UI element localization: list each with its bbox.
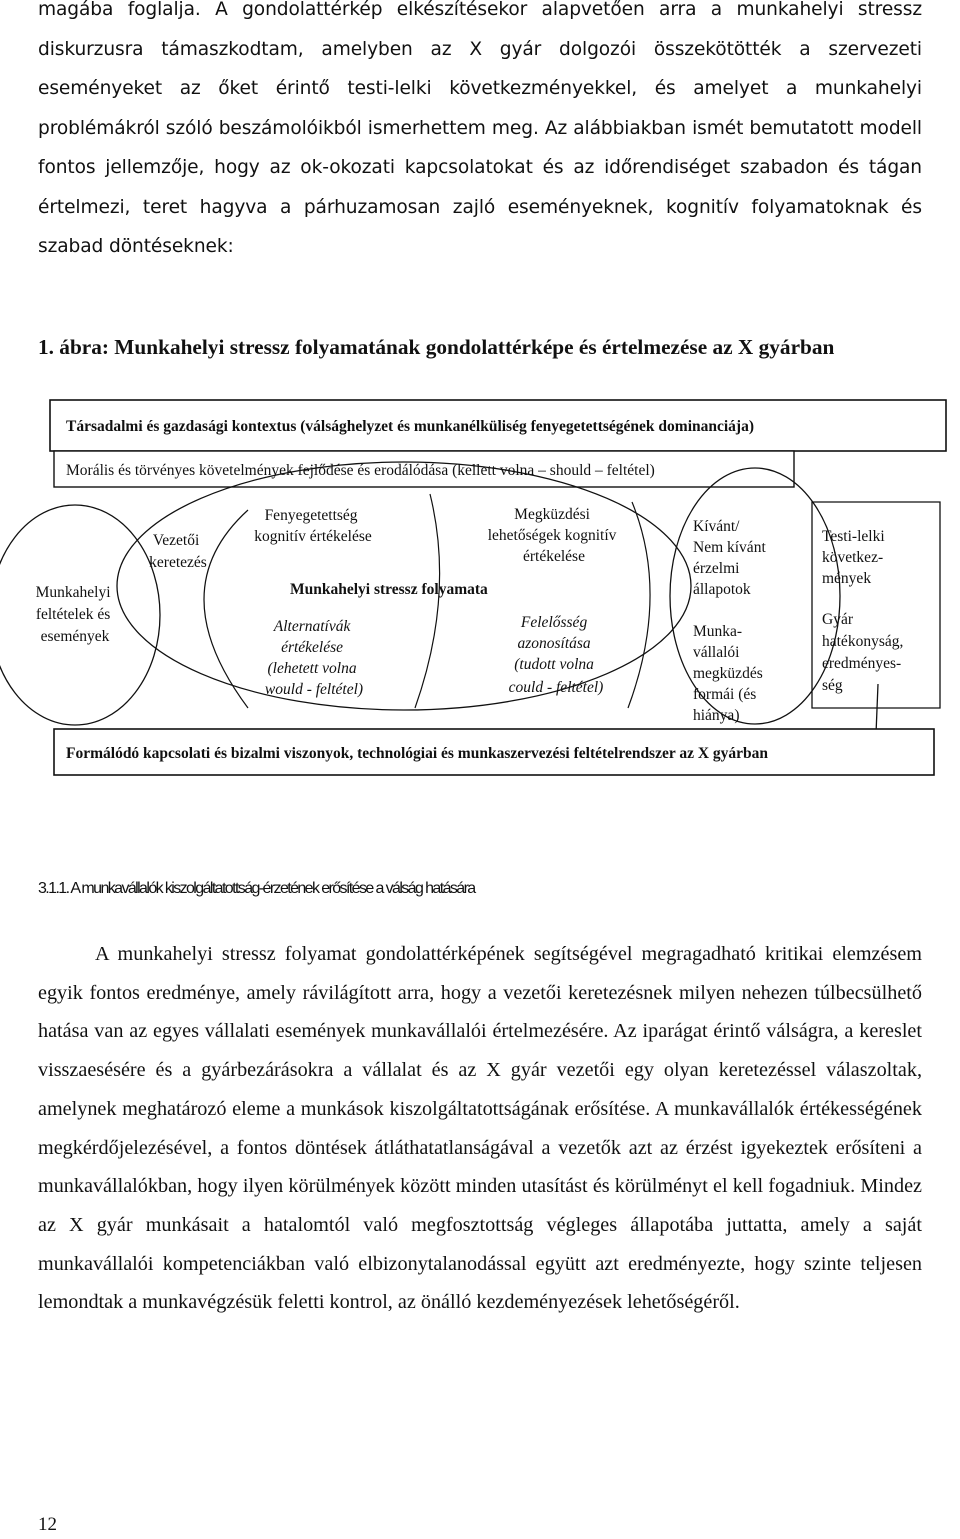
consequences-label: Testi-lelki következ- mények (822, 528, 885, 587)
coping-label: Megküzdési lehetőségek kognitív értékelése (487, 506, 617, 565)
workplace-conditions-label: Munkahelyi feltételek és események (35, 584, 111, 645)
page-number: 12 (38, 1514, 57, 1535)
stress-mind-map-diagram (0, 390, 960, 780)
emotions-label: Kívánt/ Nem kívánt érzelmi állapotok (693, 518, 766, 598)
responsibility-label: Felelősség azonosítása (tudott volna could - feltétel) (508, 614, 604, 696)
alternatives-divider-curve (415, 494, 440, 708)
context-box-label: Társadalmi és gazdasági kontextus (válsághelyzet és munkanélküliség fenyegetettségének dominanciája) (66, 418, 755, 435)
alternatives-label: Alternatívák értékelése (lehetett volna would - feltétel) (264, 618, 364, 698)
body-paragraph (38, 935, 922, 1322)
intro-paragraph: magába foglalja. A gondolattérkép elkészítésekor alapvetően arra a munkahelyi stressz diskurzusra támaszkodtam, amelyben az X gyár dolgozói összekötötték a szervezeti eseményeket az őket érintő testi-lelki következményekkel, és amelyet a munkahelyi problémákról szóló beszámolóikból ismerhettem meg. Az alábbiakban ismét bemutatott modell fontos jellemzője, hogy az ok-okozati kapcsolatokat és az időrendiséget szabadon és tágan értelmezi, teret hagyva a párhuzamosan zajló eseményeknek, kognitív folyamatoknak és szabad döntéseknek: (38, 0, 922, 257)
employee-coping-label: Munka- vállalói megküzdés formái (és hiánya) (693, 623, 763, 724)
figure-title: 1. ábra: Munkahelyi stressz folyamatának gondolattérképe és értelmezése az X gyárban (38, 335, 835, 359)
stress-process-label: Munkahelyi stressz folyamata (290, 581, 488, 598)
body-paragraph-text: A munkahelyi stressz folyamat gondolattérképének segítségével megragadható kritikai elemzésem egyik fontos eredménye, amely rávilágított arra, hogy a vezetői keretezésnek milyen nehezen túlbecsülhető hatása van az egyes vállalati események munkavállalói értelmezésére. Az iparágat érintő válságra, a kereslet visszaesésére és a gyárbezárásokra a vállalat és az X gyár vezetői egy olyan keretezéssel válaszoltak, amelynek meghatározó eleme a munkások kiszolgáltatottságának erősítése. A munkavállalók értékességének megkérdőjelezésével, a fontos döntések átláthatatlanságával a vezetők azt az érzést igyekeztek erősíteni a munkavállalókban, hogy ilyen körülmények között minden utasítást és körülményt el kell fogadniuk. Mindez az X gyár munkásait a hatalomtól való megfosztottság végleges állapotába juttatta, amely a saját munkavállalói kompetenciákban való elbizonytalanodással együtt azt eredményezte, hogy szinte teljesen lemondtak a munkavégzésük feletti kontrol, az önálló kezdeményezések lehetőségéről. (38, 943, 922, 1314)
threat-label: Fenyegetettség kognitív értékelése (254, 507, 372, 545)
relations-box-label: Formálódó kapcsolati és bizalmi viszonyok, technológiai és munkaszervezési feltételrendszer az X gyárban (66, 745, 769, 762)
section-subheading: 3.1.1. A munkavállalók kiszolgáltatottság-érzetének erősítése a válság hatására (38, 880, 475, 897)
responsibility-divider-curve (628, 502, 650, 708)
requirements-box-label: Morális és törvényes követelmények fejlődése és erodálódása (kellett volna – should – feltétel) (66, 462, 655, 479)
consequences-arrow (876, 684, 878, 734)
framing-label: Vezetői keretezés (149, 532, 207, 571)
factory-efficiency-label: Gyár hatékonyság, eredményes- ség (822, 611, 904, 694)
